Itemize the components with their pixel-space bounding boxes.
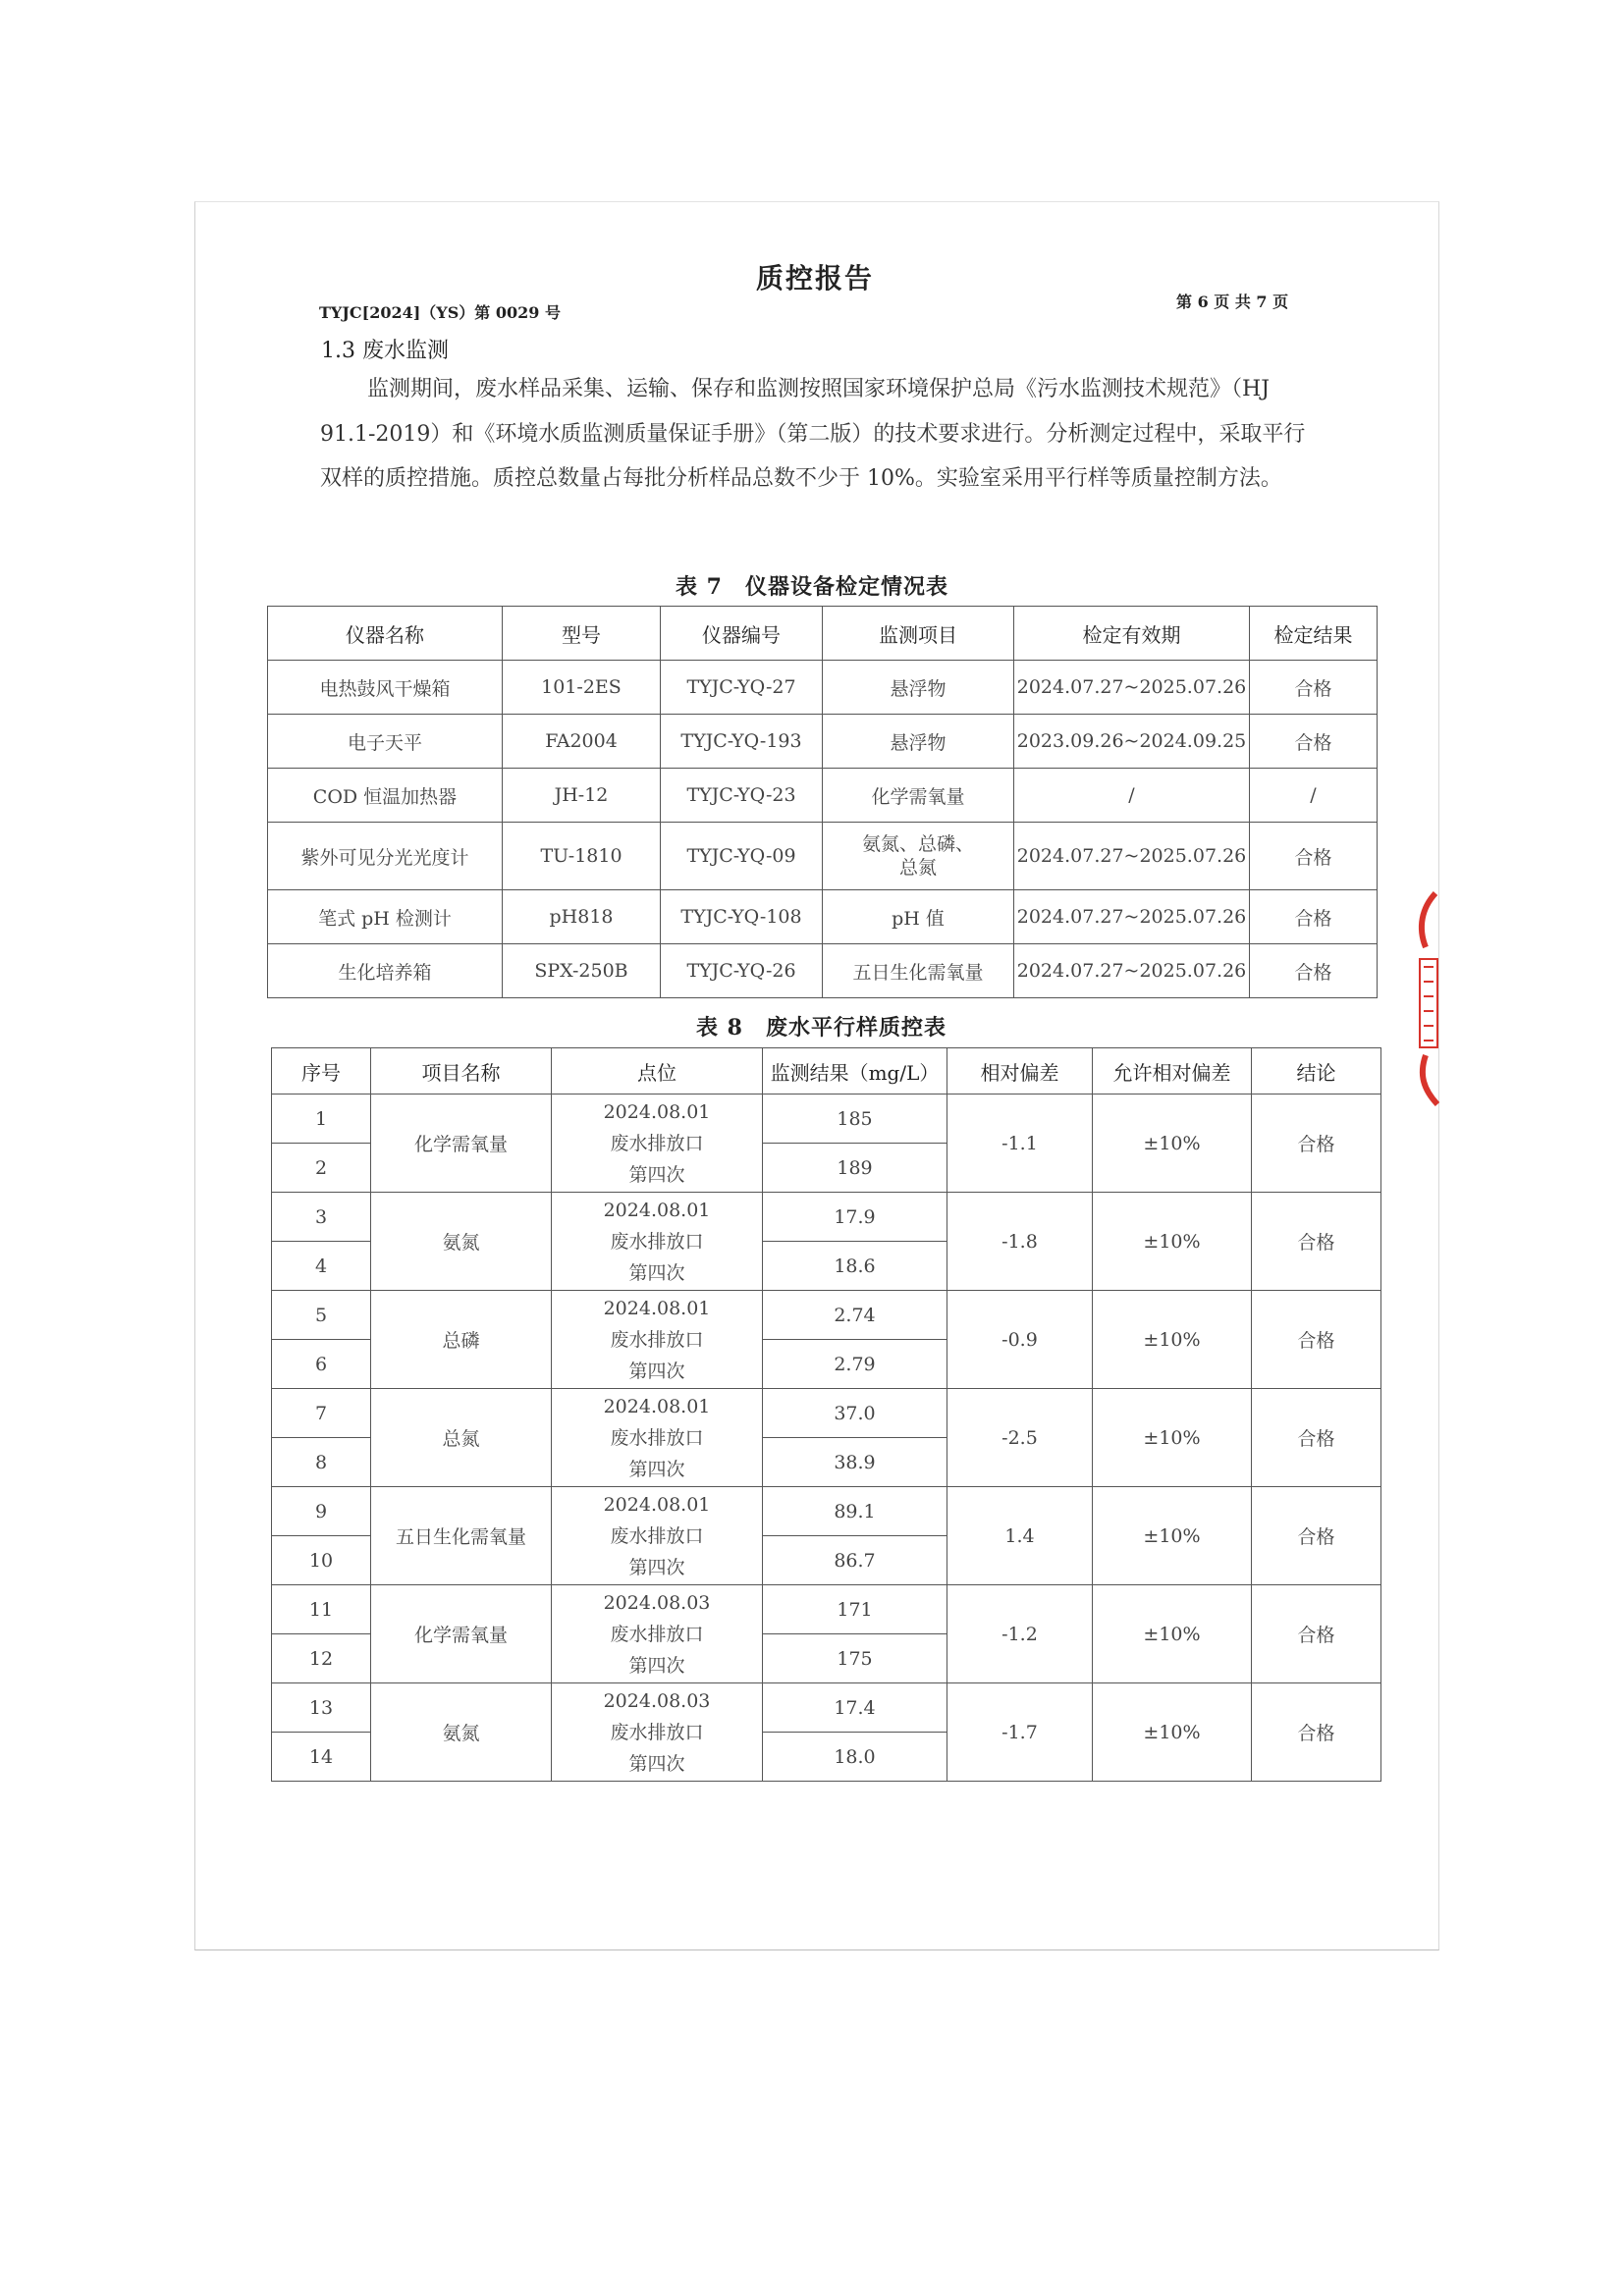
table7-cell: 2024.07.27~2025.07.26 bbox=[1014, 944, 1250, 998]
table8-allowed-deviation-cell: ±10% bbox=[1093, 1683, 1252, 1782]
table8-header-cell: 相对偏差 bbox=[947, 1048, 1093, 1095]
table8-result-cell: 17.4 bbox=[763, 1683, 947, 1733]
table7-cell: TU-1810 bbox=[503, 823, 661, 890]
table7-cell: TYJC-YQ-193 bbox=[661, 715, 823, 769]
table7-cell: 2024.07.27~2025.07.26 bbox=[1014, 823, 1250, 890]
table7-cell: TYJC-YQ-26 bbox=[661, 944, 823, 998]
table7-row bbox=[268, 769, 1378, 823]
table8-seq-cell: 5 bbox=[272, 1291, 371, 1340]
table8-result-cell: 89.1 bbox=[763, 1487, 947, 1536]
table7-header-cell: 检定结果 bbox=[1250, 607, 1378, 661]
table8-conclusion-cell: 合格 bbox=[1252, 1683, 1381, 1782]
table8-result-cell: 18.0 bbox=[763, 1733, 947, 1782]
page-number: 第 6 页 共 7 页 bbox=[1176, 293, 1289, 311]
table7-cell: 2024.07.27~2025.07.26 bbox=[1014, 890, 1250, 944]
table8-result-cell: 171 bbox=[763, 1585, 947, 1634]
table7-row bbox=[268, 890, 1378, 944]
table7-cell: 2023.09.26~2024.09.25 bbox=[1014, 715, 1250, 769]
table7-cell: 101-2ES bbox=[503, 661, 661, 715]
red-seal-stamp bbox=[1414, 888, 1443, 1109]
table8-relative-deviation-cell: -0.9 bbox=[947, 1291, 1093, 1389]
table8-point-cell: 2024.08.03 废水排放口 第四次 bbox=[552, 1585, 763, 1683]
table7-cell: 氨氮、总磷、 总氮 bbox=[823, 823, 1014, 890]
table8-header-cell: 允许相对偏差 bbox=[1093, 1048, 1252, 1095]
table8-allowed-deviation-cell: ±10% bbox=[1093, 1095, 1252, 1193]
table7-cell: 2024.07.27~2025.07.26 bbox=[1014, 661, 1250, 715]
table8-seq-cell: 7 bbox=[272, 1389, 371, 1438]
table7-cell: / bbox=[1250, 769, 1378, 823]
table8-row bbox=[272, 1291, 1381, 1340]
table7-cell: pH818 bbox=[503, 890, 661, 944]
table8-result-cell: 189 bbox=[763, 1144, 947, 1193]
table8-allowed-deviation-cell: ±10% bbox=[1093, 1193, 1252, 1291]
table8-seq-cell: 14 bbox=[272, 1733, 371, 1782]
table7-cell: 合格 bbox=[1250, 661, 1378, 715]
table8-seq-cell: 3 bbox=[272, 1193, 371, 1242]
table7-cell: TYJC-YQ-27 bbox=[661, 661, 823, 715]
table7-header-cell: 检定有效期 bbox=[1014, 607, 1250, 661]
table7-cell: TYJC-YQ-23 bbox=[661, 769, 823, 823]
table8-seq-cell: 9 bbox=[272, 1487, 371, 1536]
table8-row bbox=[272, 1193, 1381, 1242]
table8-seq-cell: 12 bbox=[272, 1634, 371, 1683]
table8-header-cell: 序号 bbox=[272, 1048, 371, 1095]
table8-point-cell: 2024.08.03 废水排放口 第四次 bbox=[552, 1683, 763, 1782]
table8-relative-deviation-cell: -1.2 bbox=[947, 1585, 1093, 1683]
table8-row bbox=[272, 1683, 1381, 1733]
table7-cell: JH-12 bbox=[503, 769, 661, 823]
table8-item-cell: 化学需氧量 bbox=[371, 1095, 552, 1193]
table8-seq-cell: 10 bbox=[272, 1536, 371, 1585]
table8-conclusion-cell: 合格 bbox=[1252, 1291, 1381, 1389]
table7-cell: 笔式 pH 检测计 bbox=[268, 890, 503, 944]
table7-cell: SPX-250B bbox=[503, 944, 661, 998]
table8-result-cell: 175 bbox=[763, 1634, 947, 1683]
table8-header-row bbox=[272, 1048, 1381, 1095]
table7-cell: TYJC-YQ-108 bbox=[661, 890, 823, 944]
table8-result-cell: 38.9 bbox=[763, 1438, 947, 1487]
table7-cell: 生化培养箱 bbox=[268, 944, 503, 998]
table7-header-cell: 监测项目 bbox=[823, 607, 1014, 661]
section-paragraph: 监测期间，废水样品采集、运输、保存和监测按照国家环境保护总局《污水监测技术规范》（HJ 91.1-2019）和《环境水质监测质量保证手册》（第二版）的技术要求进行。分析测定过程中，采取平行双样的质控措施。质控总数量占每批分析样品总数不少于 10%。实验室采用平行样等质量控制方法。 bbox=[320, 377, 1306, 491]
table8-item-cell: 总氮 bbox=[371, 1389, 552, 1487]
table8-result-cell: 18.6 bbox=[763, 1242, 947, 1291]
table8-header-cell: 结论 bbox=[1252, 1048, 1381, 1095]
table8-relative-deviation-cell: 1.4 bbox=[947, 1487, 1093, 1585]
parallel-sample-qc-table bbox=[271, 1047, 1381, 1782]
table7-cell: / bbox=[1014, 769, 1250, 823]
report-title: 质控报告 bbox=[756, 262, 875, 294]
table8-allowed-deviation-cell: ±10% bbox=[1093, 1585, 1252, 1683]
table8-result-cell: 185 bbox=[763, 1095, 947, 1144]
table7-row bbox=[268, 823, 1378, 890]
table8-point-cell: 2024.08.01 废水排放口 第四次 bbox=[552, 1193, 763, 1291]
table8-header-cell: 点位 bbox=[552, 1048, 763, 1095]
table8-conclusion-cell: 合格 bbox=[1252, 1487, 1381, 1585]
table7-row bbox=[268, 661, 1378, 715]
table7-cell: 紫外可见分光光度计 bbox=[268, 823, 503, 890]
table8-relative-deviation-cell: -1.8 bbox=[947, 1193, 1093, 1291]
table7-row bbox=[268, 944, 1378, 998]
table8-header-cell: 监测结果（mg/L） bbox=[763, 1048, 947, 1095]
table8-result-cell: 2.74 bbox=[763, 1291, 947, 1340]
table8-header-cell: 项目名称 bbox=[371, 1048, 552, 1095]
table7-cell: 合格 bbox=[1250, 823, 1378, 890]
table8-conclusion-cell: 合格 bbox=[1252, 1193, 1381, 1291]
table8-relative-deviation-cell: -1.7 bbox=[947, 1683, 1093, 1782]
table8-row bbox=[272, 1487, 1381, 1536]
table8-point-cell: 2024.08.01 废水排放口 第四次 bbox=[552, 1095, 763, 1193]
table8-seq-cell: 4 bbox=[272, 1242, 371, 1291]
table8-allowed-deviation-cell: ±10% bbox=[1093, 1487, 1252, 1585]
table8-seq-cell: 13 bbox=[272, 1683, 371, 1733]
table7-cell: 电子天平 bbox=[268, 715, 503, 769]
table7-cell: 合格 bbox=[1250, 944, 1378, 998]
table8-relative-deviation-cell: -1.1 bbox=[947, 1095, 1093, 1193]
table8-allowed-deviation-cell: ±10% bbox=[1093, 1389, 1252, 1487]
table8-caption: 表 8 废水平行样质控表 bbox=[696, 1015, 947, 1041]
table8-row bbox=[272, 1389, 1381, 1438]
table8-conclusion-cell: 合格 bbox=[1252, 1585, 1381, 1683]
table7-cell: 化学需氧量 bbox=[823, 769, 1014, 823]
table7-cell: 合格 bbox=[1250, 715, 1378, 769]
table8-item-cell: 氨氮 bbox=[371, 1683, 552, 1782]
instrument-calibration-table bbox=[267, 606, 1378, 998]
table8-seq-cell: 8 bbox=[272, 1438, 371, 1487]
table7-cell: FA2004 bbox=[503, 715, 661, 769]
table8-seq-cell: 1 bbox=[272, 1095, 371, 1144]
table8-result-cell: 2.79 bbox=[763, 1340, 947, 1389]
table8-seq-cell: 11 bbox=[272, 1585, 371, 1634]
table8-relative-deviation-cell: -2.5 bbox=[947, 1389, 1093, 1487]
table8-result-cell: 37.0 bbox=[763, 1389, 947, 1438]
table8-result-cell: 86.7 bbox=[763, 1536, 947, 1585]
table8-point-cell: 2024.08.01 废水排放口 第四次 bbox=[552, 1487, 763, 1585]
table8-conclusion-cell: 合格 bbox=[1252, 1389, 1381, 1487]
table7-cell: 五日生化需氧量 bbox=[823, 944, 1014, 998]
table7-caption: 表 7 仪器设备检定情况表 bbox=[676, 574, 948, 600]
table7-header-cell: 型号 bbox=[503, 607, 661, 661]
table8-conclusion-cell: 合格 bbox=[1252, 1095, 1381, 1193]
table7-header-cell: 仪器名称 bbox=[268, 607, 503, 661]
table8-item-cell: 总磷 bbox=[371, 1291, 552, 1389]
section-heading: 1.3 废水监测 bbox=[321, 339, 449, 363]
table7-cell: 悬浮物 bbox=[823, 715, 1014, 769]
table8-item-cell: 化学需氧量 bbox=[371, 1585, 552, 1683]
table8-seq-cell: 2 bbox=[272, 1144, 371, 1193]
table7-cell: 电热鼓风干燥箱 bbox=[268, 661, 503, 715]
table7-cell: 悬浮物 bbox=[823, 661, 1014, 715]
table8-seq-cell: 6 bbox=[272, 1340, 371, 1389]
table8-point-cell: 2024.08.01 废水排放口 第四次 bbox=[552, 1291, 763, 1389]
table8-row bbox=[272, 1585, 1381, 1634]
table8-allowed-deviation-cell: ±10% bbox=[1093, 1291, 1252, 1389]
table7-header-row bbox=[268, 607, 1378, 661]
table8-row bbox=[272, 1095, 1381, 1144]
table7-header-cell: 仪器编号 bbox=[661, 607, 823, 661]
table7-row bbox=[268, 715, 1378, 769]
table7-cell: 合格 bbox=[1250, 890, 1378, 944]
table8-item-cell: 氨氮 bbox=[371, 1193, 552, 1291]
table7-cell: TYJC-YQ-09 bbox=[661, 823, 823, 890]
table8-point-cell: 2024.08.01 废水排放口 第四次 bbox=[552, 1389, 763, 1487]
table8-item-cell: 五日生化需氧量 bbox=[371, 1487, 552, 1585]
document-number: TYJC[2024]（YS）第 0029 号 bbox=[319, 303, 561, 322]
table7-cell: pH 值 bbox=[823, 890, 1014, 944]
table7-cell: COD 恒温加热器 bbox=[268, 769, 503, 823]
table8-result-cell: 17.9 bbox=[763, 1193, 947, 1242]
